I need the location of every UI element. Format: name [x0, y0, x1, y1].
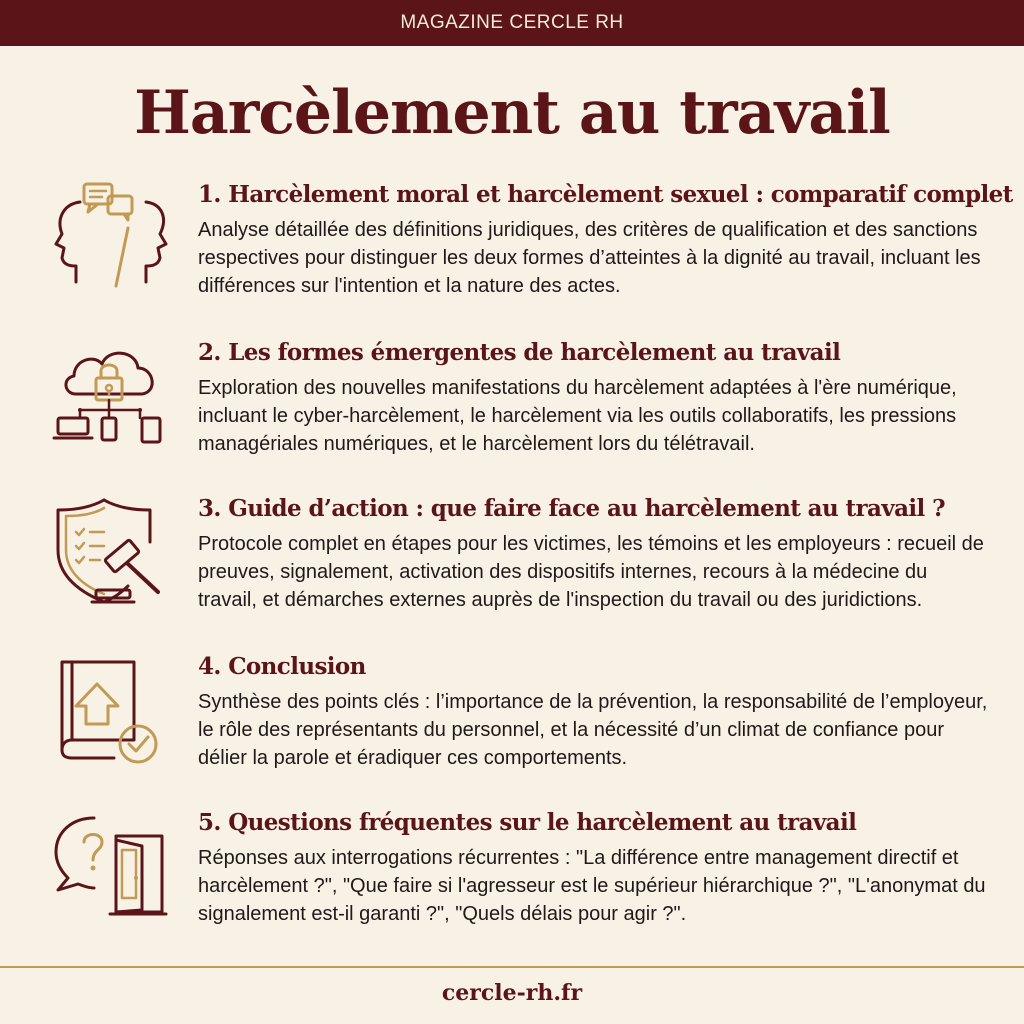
section-title: 4. Conclusion	[198, 653, 366, 680]
section-title: 2. Les formes émergentes de harcèlement au travail	[198, 339, 841, 366]
footer-website-link[interactable]: cercle-rh.fr	[441, 980, 583, 1006]
magazine-header-bar	[0, 0, 1024, 46]
section-text: Protocole complet en étapes pour les victimes, les témoins et les employeurs : recueil de preuves, signalement, activation des dispositifs internes, recours à la médecine du travail, et démarches externes auprès de l'inspection du travail ou des juridictions.	[198, 533, 984, 611]
book-checkmark-icon	[50, 654, 170, 774]
section-text: Réponses aux interrogations récurrentes : "La différence entre management directif et harcèlement ?", "Que faire si l'agresseur est le supérieur hiérarchique ?", "L'anonymat du signalement est-il garanti ?", "Quels délais pour agir ?".	[198, 847, 986, 925]
page-title: Harcèlement au travail	[134, 78, 890, 148]
section-text: Exploration des nouvelles manifestations du harcèlement adaptées à l'ère numérique, incluant le cyber-harcèlement, le harcèlement via les outils collaboratifs, les pressions managériales numériques, et le harcèlement lors du télétravail.	[198, 377, 957, 455]
section-title: 3. Guide d’action : que faire face au harcèlement au travail ?	[198, 495, 945, 522]
section-text: Analyse détaillée des définitions juridiques, des critères de qualification et des sanctions respectives pour distinguer les deux formes d’atteintes à la dignité au travail, incluant les différences sur l'intention et la nature des actes.	[198, 219, 981, 297]
section-title: 1. Harcèlement moral et harcèlement sexuel : comparatif complet	[198, 181, 1013, 208]
question-bubble-door-icon	[50, 810, 170, 930]
footer-divider	[0, 966, 1024, 968]
shield-gavel-icon	[50, 496, 170, 616]
section-title: 5. Questions fréquentes sur le harcèlement au travail	[198, 809, 857, 836]
magazine-name: MAGAZINE CERCLE RH	[400, 12, 624, 33]
dialogue-heads-icon	[50, 182, 170, 302]
cloud-lock-devices-icon	[50, 338, 170, 458]
section-text: Synthèse des points clés : l’importance de la prévention, la responsabilité de l’employeur, le rôle des représentants du personnel, et la nécessité d’un climat de confiance pour délier la parole et éradiquer ces comportements.	[198, 691, 988, 769]
